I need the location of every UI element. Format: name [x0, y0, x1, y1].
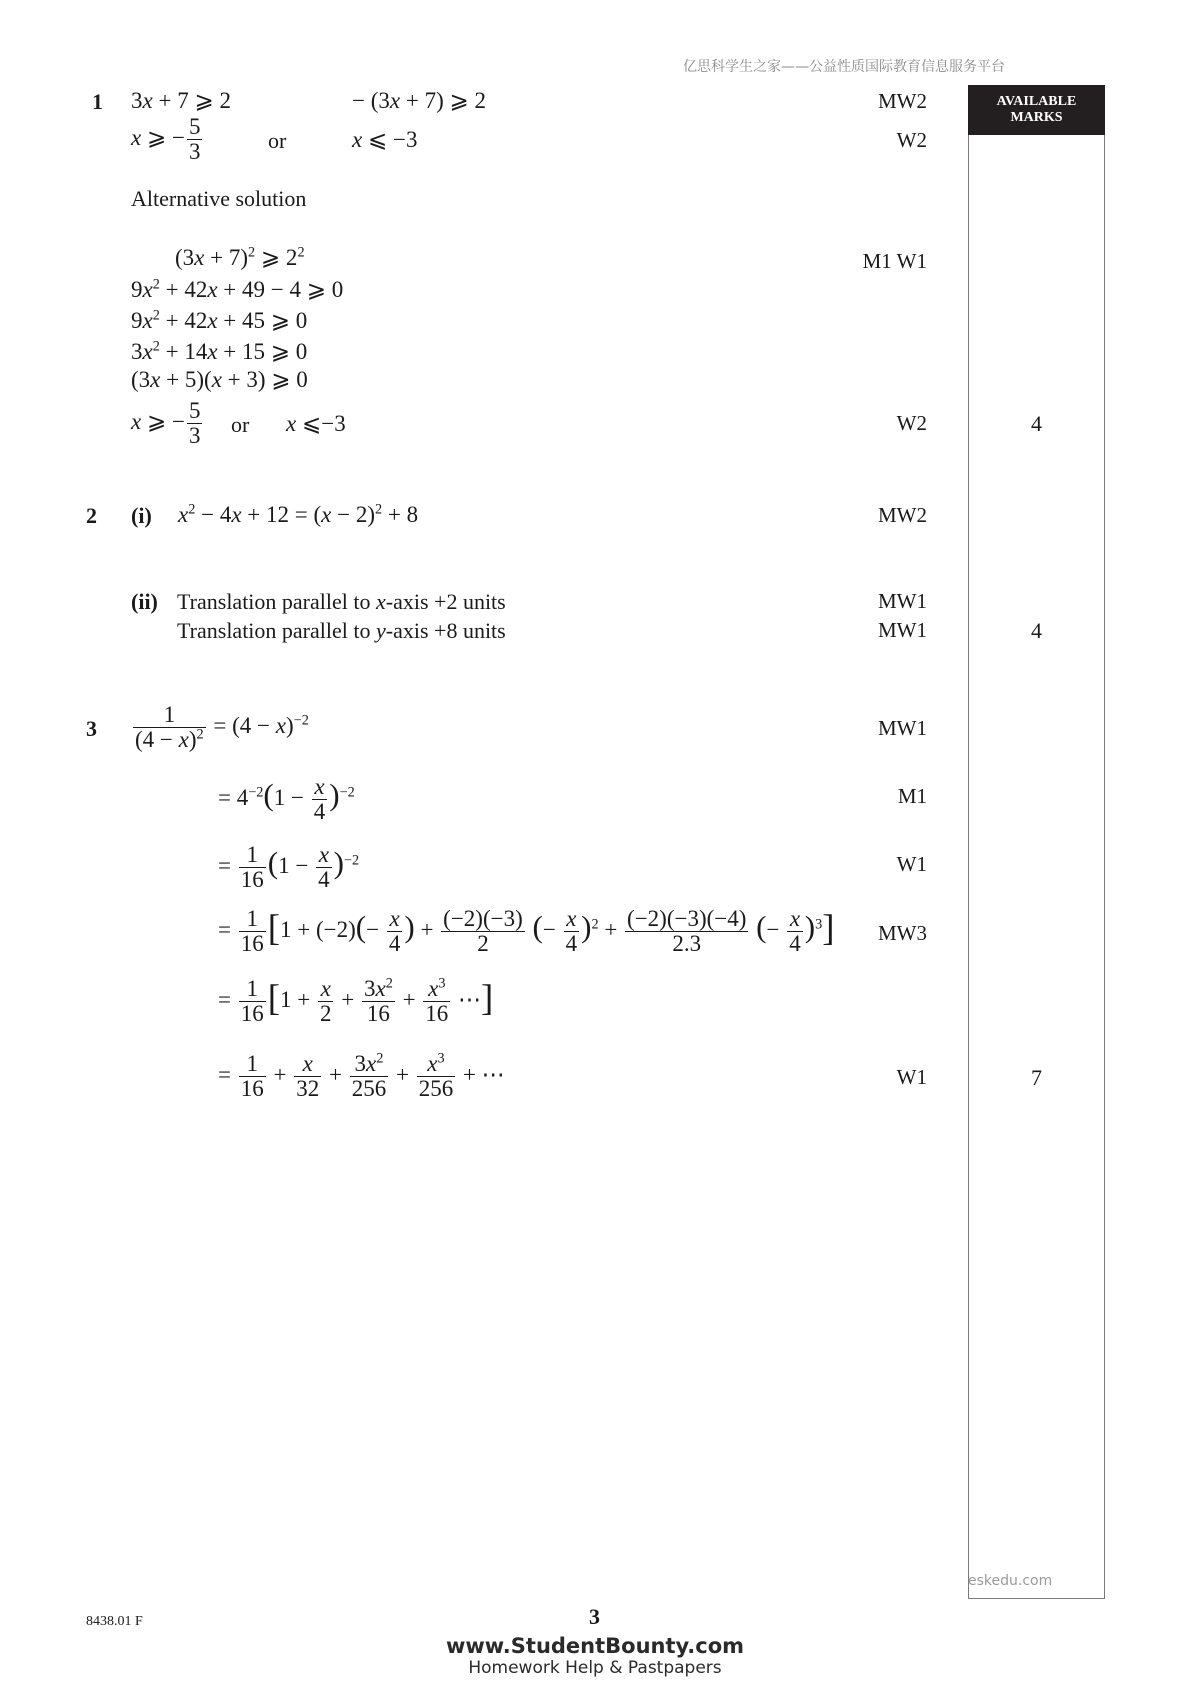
q1-alt-line-3: $9x^2 + 42x + 45$ ⩾ 0	[131, 307, 308, 333]
q1-inequality-1: 3x + 7 ⩾ 2	[131, 88, 231, 113]
available-marks-column	[968, 85, 1105, 1599]
question-3-number: 3	[86, 716, 97, 741]
available-label: AVAILABLE	[996, 94, 1077, 109]
q3-line-1: $\frac{1}{(4 - x)^2}$ = $(4 - x)^{-2}$	[135, 702, 309, 753]
marks-label: MARKS	[1010, 110, 1063, 125]
q1-solution-line: x ⩾ − $\frac{5}{3}$	[131, 114, 201, 165]
q1-alt-line-1: $(3x + 7)^2$ ⩾ $2^2$	[175, 244, 305, 270]
logo-line-2: Homework Help & Pastpapers	[468, 1658, 722, 1678]
fraction-five-thirds-2: $\frac{5}{3}$	[188, 398, 201, 449]
q3-line-2: = $4^{-2}(1$ − $\frac{x}{4}$ )$^{-2}$	[218, 774, 355, 825]
q3-mark-3: W1	[896, 852, 927, 876]
q1-alt-solution-b: x ⩽−3	[286, 411, 346, 436]
q1-mark-3: M1 W1	[862, 249, 927, 273]
q3-mark-2: M1	[897, 784, 927, 808]
q3-available: 7	[1031, 1065, 1042, 1090]
q2-part-i-equation: $x^2 - 4x + 12 = (x - 2)^2 + 8$	[178, 501, 419, 527]
q2-mark-1: MW2	[878, 503, 927, 527]
page-number: 3	[589, 1604, 600, 1629]
available-marks-header	[968, 85, 1105, 135]
q1-mark-1: MW2	[878, 89, 927, 113]
q1-alt-or: or	[231, 412, 250, 437]
q1-solution-b: x ⩽ −3	[352, 127, 418, 152]
q1-alt-line-4: $3x^2 + 14x + 15$ ⩾ 0	[131, 338, 308, 364]
q1-alt-line-2: $9x^2 + 42x + 49 - 4$ ⩾ 0	[131, 276, 344, 302]
q1-or: or	[268, 128, 287, 153]
q2-part-ii: (ii)	[131, 589, 158, 614]
paper-code: 8438.01 F	[86, 1614, 143, 1629]
q3-mark-1: MW1	[878, 716, 927, 740]
q3-mark-4: MW3	[878, 921, 927, 945]
question-2-number: 2	[86, 503, 97, 528]
q1-mark-2: W2	[896, 128, 927, 152]
q3-line-6: = $\frac{1}{16}$ + $\frac{x}{32}$ + $\frac{3x^2}{256}$ + $\frac{x^3}{256}$ + ⋯	[218, 1050, 505, 1102]
q3-line-5: = $\frac{1}{16}$ [1 + $\frac{x}{2}$ + $\frac{3x^2}{16}$ + $\frac{x^3}{16}$ ⋯]	[218, 975, 494, 1027]
q2-mark-3: MW1	[878, 618, 927, 642]
question-1-number: 1	[92, 89, 103, 114]
q2-available: 4	[1031, 618, 1042, 643]
q2-mark-2: MW1	[878, 589, 927, 613]
q3-line-4: = $\frac{1}{16}$ [1 + (−2)(− $\frac{x}{4}$ ) + $\frac{(-2)(-3)}{2}$ (− $\frac{x}{4}$ )$^2$ + $\frac{(-2)(-3)(-4)}{2.3}$ (− $\frac{x}{4}$ )$^3$]	[218, 906, 835, 957]
q2-translation-y: Translation parallel to y-axis +8 units	[177, 618, 506, 643]
site-watermark: eskedu.com	[968, 1573, 1053, 1589]
q1-inequality-2: − (3x + 7) ⩾ 2	[352, 88, 487, 113]
q3-mark-5: W1	[896, 1065, 927, 1089]
q1-alternative-heading: Alternative solution	[131, 186, 307, 211]
header-watermark: 亿思科学生之家——公益性质国际教育信息服务平台	[683, 59, 1005, 75]
q3-line-3: = $\frac{1}{16}$ (1 − $\frac{x}{4}$ )$^{-2}$	[218, 842, 360, 893]
studentbounty-logo	[440, 1634, 750, 1678]
q2-translation-x: Translation parallel to x-axis +2 units	[177, 589, 506, 614]
fraction-five-thirds: $\frac{5}{3}$	[188, 114, 201, 165]
q1-available: 4	[1031, 411, 1042, 436]
q2-part-i: (i)	[131, 503, 152, 528]
q1-alt-solution: x ⩾ − $\frac{5}{3}$	[131, 398, 201, 449]
q1-mark-4: W2	[896, 411, 927, 435]
q1-alt-line-5: (3x + 5)(x + 3) ⩾ 0	[131, 367, 308, 392]
logo-line-1: www.StudentBounty.com	[445, 1634, 745, 1658]
